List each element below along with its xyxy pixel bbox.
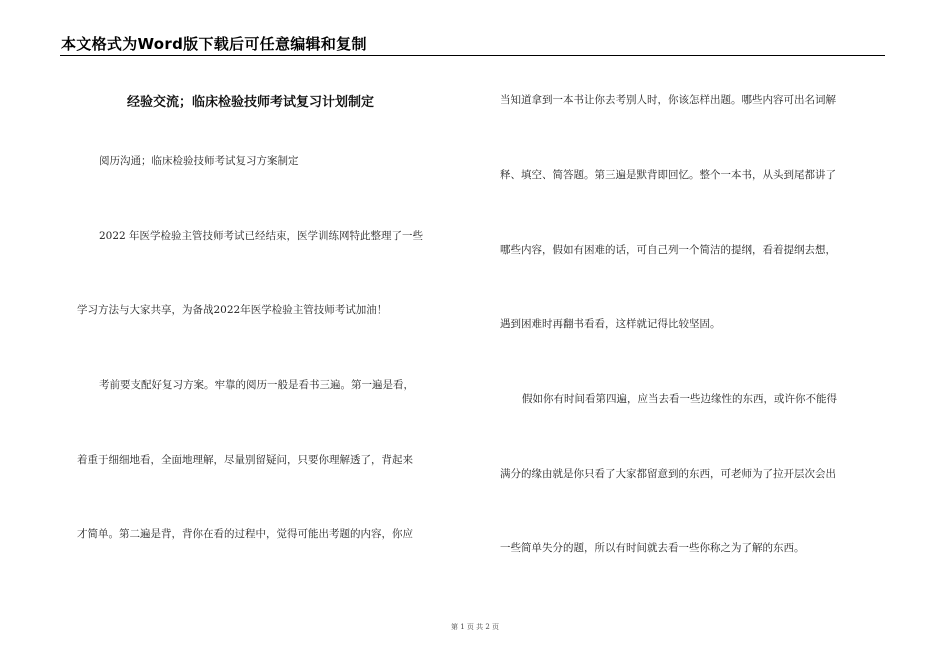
left-line-4: 考前要支配好复习方案。牢靠的阅历一般是看书三遍。第一遍是看，: [99, 379, 414, 391]
right-line-3: 哪些内容，假如有困难的话，可自己列一个简洁的提纲，看着提纲去想，: [500, 244, 836, 256]
left-line-1: 阅历沟通；临床检验技师考试复习方案制定: [99, 155, 299, 167]
left-line-5: 着重于细细地看，全面地理解，尽量别留疑问，只要你理解透了，背起来: [77, 454, 413, 466]
left-line-3: 学习方法与大家共享，为备战2022年医学检验主管技师考试加油！: [77, 304, 388, 316]
left-line-6: 才简单。第二遍是背，背你在看的过程中，觉得可能出考题的内容，你应: [77, 528, 413, 540]
page-number: 第 1 页 共 2 页: [450, 623, 500, 631]
right-line-5: 假如你有时间看第四遍，应当去看一些边缘性的东西，或许你不能得: [522, 393, 837, 405]
right-line-2: 释、填空、简答题。第三遍是默背即回忆。整个一本书，从头到尾都讲了: [500, 169, 836, 181]
right-line-7: 一些简单失分的题，所以有时间就去看一些你称之为了解的东西。: [500, 542, 805, 554]
right-line-4: 遇到困难时再翻书看看，这样就记得比较坚固。: [500, 318, 721, 330]
right-line-6: 满分的缘由就是你只看了大家都留意到的东西，可老师为了拉开层次会出: [500, 468, 836, 480]
banner-divider: [60, 55, 885, 56]
download-banner: 本文格式为Word版下载后可任意编辑和复制: [61, 35, 367, 53]
right-line-1: 当知道拿到一本书让你去考别人时，你该怎样出题。哪些内容可出名词解: [500, 94, 836, 106]
document-title: 经验交流；临床检验技师考试复习计划制定: [127, 95, 375, 110]
left-line-2: 2022 年医学检验主管技师考试已经结束，医学训练网特此整理了一些: [99, 230, 424, 242]
